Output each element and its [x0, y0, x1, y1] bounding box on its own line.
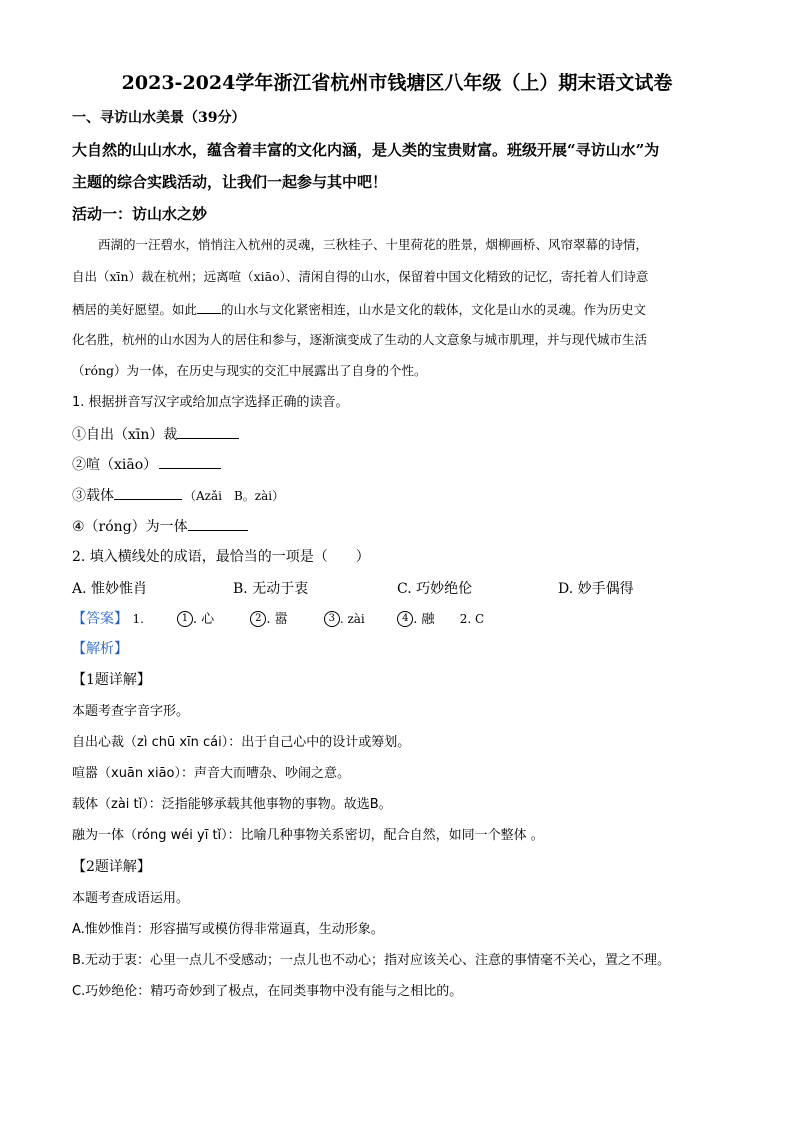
q1-item-3-choices: （Azǎi B。zài）: [184, 489, 285, 503]
detail-1-line-4: 载体（zài tǐ）：泛指能够承载其他事物的事物。故选B。: [72, 797, 392, 812]
page-title: 2023-2024学年浙江省杭州市钱塘区八年级（上）期末语文试卷: [121, 72, 673, 94]
detail-1-line-2: 自出心裁（zì chū xīn cái）：出于自己心中的设计或筹划。: [72, 735, 411, 750]
q1-item-1-label: ①自出（xīn）裁: [72, 427, 178, 443]
detail-2-heading: 【2题详解】: [72, 859, 151, 875]
q1-item-2: [72, 454, 221, 475]
answer-1: . 心: [192, 612, 215, 627]
q1-item-4-label: ④（róng）为一体: [72, 519, 188, 535]
passage-line-1: 西湖的一汪碧水，悄悄注入杭州的灵魂，三秋桂子、十里荷花的胜景，烟柳画桥、风帘翠幕的诗情，: [98, 237, 649, 252]
circled-number-3: 3: [324, 611, 340, 627]
question-2-stem: 2. 填入横线处的成语，最恰当的一项是（ ）: [72, 549, 370, 565]
idiom-blank: [197, 299, 221, 314]
passage-line-5: （róng）为一体，在历史与现实的交汇中展露出了自身的个性。: [72, 363, 427, 378]
answer-row: [72, 608, 484, 628]
circled-number-1: 1: [177, 611, 193, 627]
q2-option-d: D. 妙手偶得: [558, 581, 634, 597]
passage-line-3b: 的山水与文化紧密相连，山水是文化的载体，文化是山水的灵魂。作为历史文: [221, 302, 647, 317]
answer-2: . 嚣: [266, 612, 288, 627]
q1-item-3-label: ③载体: [72, 488, 114, 504]
intro-line-2: 主题的综合实践活动，让我们一起参与其中吧！: [72, 173, 388, 191]
passage-line-4: 化名胜，杭州的山水因为人的居住和参与，逐渐演变成了生动的人文意象与城市肌理，并与现代城市生活: [72, 332, 648, 347]
q2-option-c: C. 巧妙绝伦: [397, 581, 473, 597]
q2-option-b: B. 无动于衷: [233, 581, 309, 597]
circled-number-4: 4: [397, 611, 413, 627]
q1-blank-2: [159, 454, 221, 469]
answer-label: 【答案】: [72, 611, 128, 627]
passage-line-3: [72, 299, 646, 320]
passage-line-2: 自出（xīn）裁在杭州；远离喧（xiāo）、清闲自得的山水，保留着中国文化精致的记忆，寄托着人们诗意: [72, 269, 649, 284]
q1-blank-3: [114, 485, 182, 500]
detail-2-line-4: C.巧妙绝伦：精巧奇妙到了极点，在同类事物中没有能与之相比的。: [72, 984, 463, 999]
section-heading: 一、寻访山水美景（39分）: [72, 110, 246, 126]
q2-option-a: A. 惟妙惟肖: [72, 581, 148, 597]
intro-line-1: 大自然的山山水水，蕴含着丰富的文化内涵，是人类的宝贵财富。班级开展“寻访山水”为: [72, 141, 660, 159]
q1-item-2-label: ②喧（xiāo）: [72, 457, 158, 473]
answer-3: . zài: [339, 612, 365, 626]
analysis-label: 【解析】: [72, 641, 128, 657]
passage-line-3a: 栖居的美好愿望。如此: [72, 302, 198, 317]
detail-2-line-3: B.无动于衷：心里一点儿不受感动；一点儿也不动心；指对应该关心、注意的事情毫不关心，置之不理。: [72, 953, 671, 968]
q1-item-4: [72, 516, 248, 537]
q1-item-1: [72, 424, 239, 445]
activity-heading: 活动一：访山水之妙: [72, 205, 208, 223]
answer-4: . 融: [413, 612, 435, 627]
detail-1-heading: 【1题详解】: [72, 672, 151, 688]
circled-number-2: 2: [250, 611, 266, 627]
answer-q2: 2. C: [459, 612, 485, 626]
answer-q1-num: 1.: [132, 612, 144, 626]
detail-1-line-1: 本题考查字音字形。: [72, 704, 190, 719]
detail-2-line-1: 本题考查成语运用。: [72, 891, 190, 906]
detail-2-line-2: A.惟妙惟肖：形容描写或模仿得非常逼真，生动形象。: [72, 922, 384, 937]
detail-1-line-3: 喧嚣（xuān xiāo）：声音大而嘈杂、吵闹之意。: [72, 766, 350, 781]
question-1-stem: 1. 根据拼音写汉字或给加点字选择正确的读音。: [72, 395, 349, 410]
detail-1-line-5: 融为一体（róng wéi yī tǐ）：比喻几种事物关系密切，配合自然，如同一个整体 。: [72, 828, 544, 843]
q1-item-3: [72, 485, 284, 506]
q1-blank-4: [188, 516, 248, 531]
q1-blank-1: [177, 424, 239, 439]
